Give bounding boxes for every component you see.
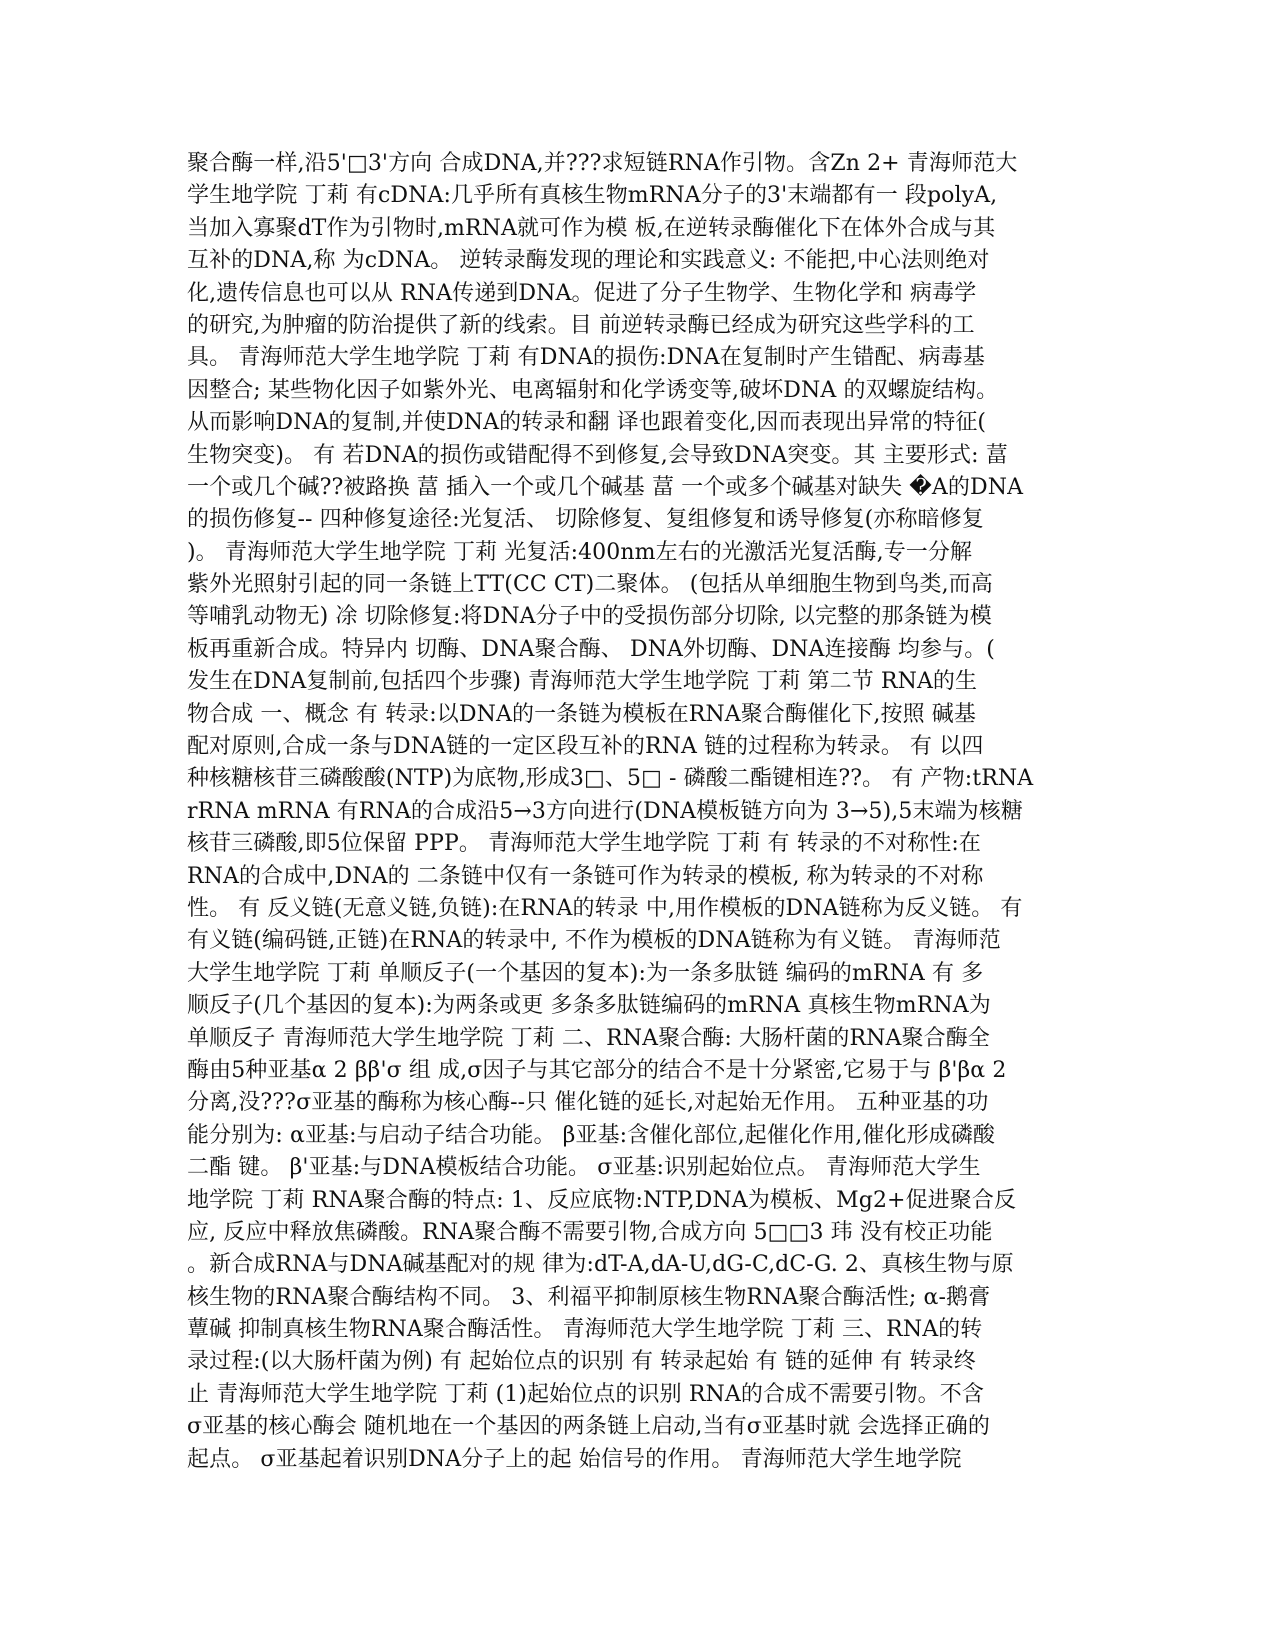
text-line-38: 录过程:(以大肠杆菌为例) 有 起始位点的识别 有 转录起始 有 链的延伸 有 转录终 <box>187 1349 976 1375</box>
text-line-8: 因整合; 某些物化因子如紫外光、电离辐射和化学诱变等,破坏DNA 的双螺旋结构。 <box>187 377 999 403</box>
text-line-6: 的研究,为肿瘤的防治提供了新的线索。目 前逆转录酶已经成为研究这些学科的工 <box>187 312 975 338</box>
text-line-9: 从而影响DNA的复制,并使DNA的转录和翻 译也跟着变化,因而表现出异常的特征( <box>187 410 987 436</box>
text-line-21: rRNA mRNA 有RNA的合成沿5→3方向进行(DNA模板链方向为 3→5),5末端为核糖 <box>187 798 1023 824</box>
text-line-3: 当加入寡聚dT作为引物时,mRNA就可作为模 板,在逆转录酶催化下在体外合成与其 <box>187 215 996 241</box>
text-line-29: 酶由5种亚基α 2 ββ'σ 组 成,σ因子与其它部分的结合不是十分紧密,它易于与 β'βα 2 <box>187 1057 1007 1083</box>
text-line-26: 大学生地学院 丁莉 单顺反子(一个基因的复本):为一条多肽链 编码的mRNA 有 多 <box>187 960 984 986</box>
text-line-34: 应, 反应中释放焦磷酸。RNA聚合酶不需要引物,合成方向 5□□3 玮 没有校正功能 <box>187 1219 993 1245</box>
text-line-19: 配对原则,合成一条与DNA链的一定区段互补的RNA 链的过程称为转录。 有 以四 <box>187 734 984 760</box>
text-line-18: 物合成 一、概念 有 转录:以DNA的一条链为模板在RNA聚合酶催化下,按照 碱基 <box>187 701 976 727</box>
text-line-17: 发生在DNA复制前,包括四个步骤) 青海师范大学生地学院 丁莉 第二节 RNA的生 <box>187 669 978 695</box>
text-line-33: 地学院 丁莉 RNA聚合酶的特点: 1、反应底物:NTP,DNA为模板、Mg2+促进聚合反 <box>187 1187 1017 1213</box>
text-line-25: 有义链(编码链,正链)在RNA的转录中, 不作为模板的DNA链称为有义链。 青海师范 <box>187 928 1001 954</box>
text-line-27: 顺反子(几个基因的复本):为两条或更 多条多肽链编码的mRNA 真核生物mRNA为 <box>187 993 991 1019</box>
text-line-32: 二酯 键。 β'亚基:与DNA模板结合功能。 σ亚基:识别起始位点。 青海师范大学生 <box>187 1155 981 1181</box>
text-line-16: 板再重新合成。特异内 切酶、DNA聚合酶、 DNA外切酶、DNA连接酶 均参与。( <box>187 636 995 662</box>
text-line-5: 化,遗传信息也可以从 RNA传递到DNA。促进了分子生物学、生物化学和 病毒学 <box>187 280 977 306</box>
text-line-35: 。新合成RNA与DNA碱基配对的规 律为:dT-A,dA-U,dG-C,dC-G. 2、真核生物与原 <box>187 1252 1014 1278</box>
text-line-39: 止 青海师范大学生地学院 丁莉 (1)起始位点的识别 RNA的合成不需要引物。不含 <box>187 1381 984 1407</box>
text-line-14: 紫外光照射引起的同一条链上TT(CC CT)二聚体。 (包括从单细胞生物到鸟类,而高 <box>187 572 993 598</box>
text-line-13: )。 青海师范大学生地学院 丁莉 光复活:400nm左右的光激活光复活酶,专一分解 <box>187 539 973 565</box>
text-line-20: 种核糖核苷三磷酸酸(NTP)为底物,形成3□、5□ - 磷酸二酯键相连??。 有 产物:tRNA <box>187 766 1034 792</box>
text-line-23: RNA的合成中,DNA的 二条链中仅有一条链可作为转录的模板, 称为转录的不对称 <box>187 863 984 889</box>
text-line-41: 起点。 σ亚基起着识别DNA分子上的起 始信号的作用。 青海师范大学生地学院 <box>187 1446 962 1472</box>
document-body <box>187 148 1092 1476</box>
text-line-15: 等哺乳动物无) 凃 切除修复:将DNA分子中的受损伤部分切除, 以完整的那条链为模 <box>187 604 992 630</box>
text-line-31: 能分别为: α亚基:与启动子结合功能。 β亚基:含催化部位,起催化作用,催化形成磷酸 <box>187 1122 995 1148</box>
text-line-22: 核苷三磷酸,即5位保留 PPP。 青海师范大学生地学院 丁莉 有 转录的不对称性:在 <box>187 831 981 857</box>
text-line-37: 蕈碱 抑制真核生物RNA聚合酶活性。 青海师范大学生地学院 丁莉 三、RNA的转 <box>187 1317 983 1343</box>
text-line-40: σ亚基的核心酶会 随机地在一个基因的两条链上启动,当有σ亚基时就 会选择正确的 <box>187 1414 990 1440</box>
text-line-11: 一个或几个碱??被路换 葍 插入一个或几个碱基 葍 一个或多个碱基对缺失 �A的DNA <box>187 474 1024 500</box>
text-line-10: 生物突变)。 有 若DNA的损伤或错配得不到修复,会导致DNA突变。其 主要形式: 葍 <box>187 442 1008 468</box>
text-line-28: 单顺反子 青海师范大学生地学院 丁莉 二、RNA聚合酶: 大肠杆菌的RNA聚合酶全 <box>187 1025 990 1051</box>
text-line-7: 具。 青海师范大学生地学院 丁莉 有DNA的损伤:DNA在复制时产生错配、病毒基 <box>187 345 985 371</box>
text-line-4: 互补的DNA,称 为cDNA。 逆转录酶发现的理论和实践意义: 不能把,中心法则绝对 <box>187 248 990 274</box>
text-line-24: 性。 有 反义链(无意义链,负链):在RNA的转录 中,用作模板的DNA链称为反义链。 有 <box>187 895 1023 921</box>
text-line-12: 的损伤修复-- 四种修复途径:光复活、 切除修复、复组修复和诱导修复(亦称暗修复 <box>187 507 984 533</box>
text-line-1: 聚合酶一样,沿5'□3'方向 合成DNA,并???求短链RNA作引物。含Zn 2+ 青海师范大 <box>187 151 1018 176</box>
text-line-36: 核生物的RNA聚合酶结构不同。 3、利福平抑制原核生物RNA聚合酶活性; α-鹅膏 <box>187 1284 991 1310</box>
text-line-30: 分离,没???σ亚基的酶称为核心酶--只 催化链的延长,对起始无作用。 五种亚基的功 <box>187 1090 989 1116</box>
text-line-2: 学生地学院 丁莉 有cDNA:几乎所有真核生物mRNA分子的3'末端都有一 段polyA, <box>187 183 998 209</box>
